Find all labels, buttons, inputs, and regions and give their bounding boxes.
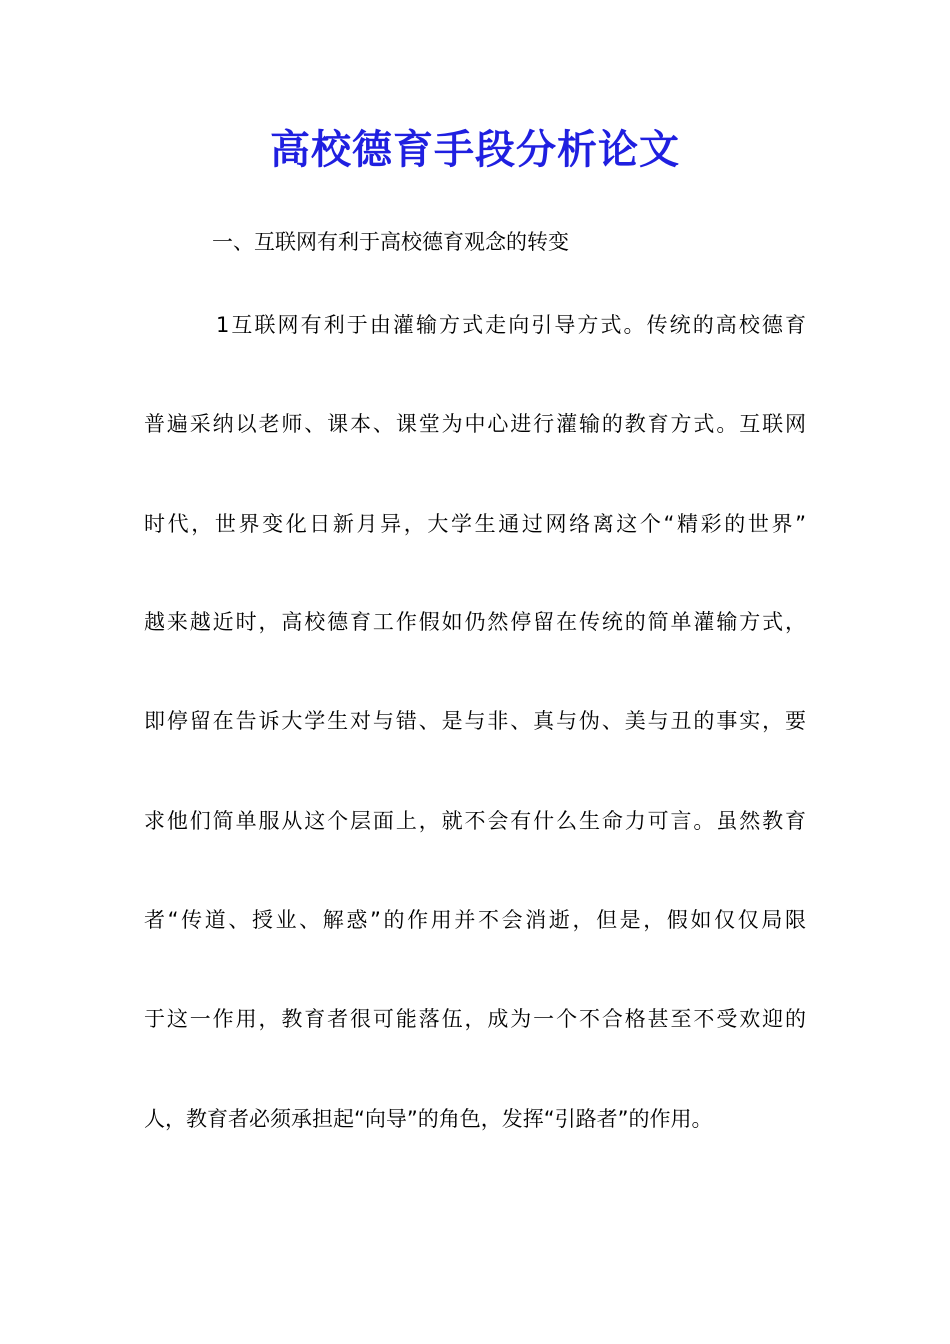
paragraph-line: 即停留在告诉大学生对与错、是与非、真与伪、美与丑的事实，要	[144, 709, 806, 733]
paragraph-line: 求他们简单服从这个层面上，就不会有什么生命力可言。虽然教育	[144, 809, 806, 833]
paragraph-line: 于这一作用，教育者很可能落伍，成为一个不合格甚至不受欢迎的	[144, 1007, 806, 1031]
paragraph-line: 时代，世界变化日新月异，大学生通过网络离这个“精彩的世界”	[144, 512, 806, 536]
paragraph-line: 越来越近时，高校德育工作假如仍然停留在传统的简单灌输方式，	[144, 610, 806, 634]
paragraph-line: 普遍采纳以老师、课本、课堂为中心进行灌输的教育方式。互联网	[144, 412, 806, 436]
document-title: 高校德育手段分析论文	[270, 126, 680, 173]
paragraph-line: 人，教育者必须承担起“向导”的角色，发挥“引路者”的作用。	[144, 1107, 713, 1131]
section-heading: 一、互联网有利于高校德育观念的转变	[212, 230, 569, 254]
paragraph-line: 1互联网有利于由灌输方式走向引导方式。传统的高校德育	[216, 313, 806, 337]
paragraph-line: 者“传道、授业、解惑”的作用并不会消逝，但是，假如仅仅局限	[144, 908, 806, 932]
